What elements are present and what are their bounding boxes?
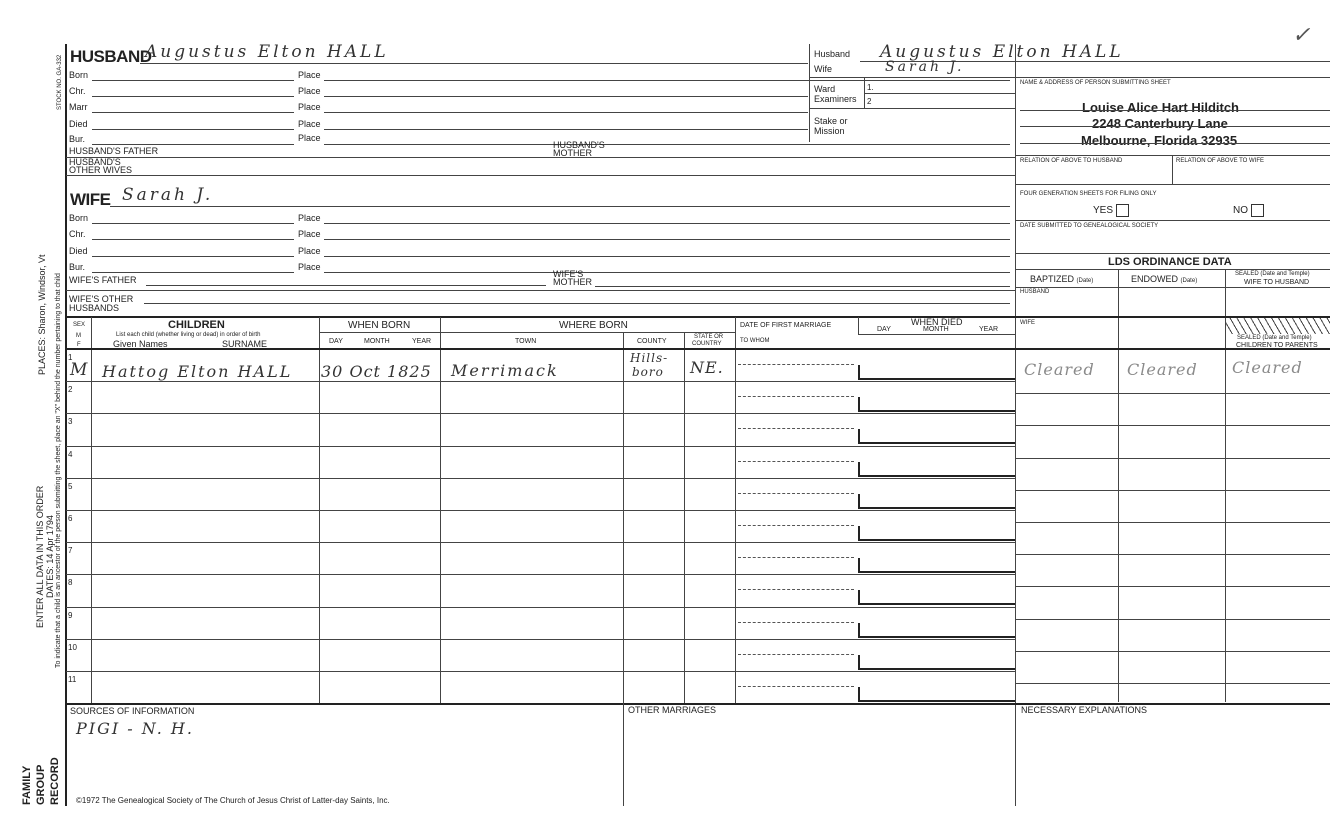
header-wife-name[interactable]: Sarah J. (885, 59, 965, 75)
sealed-children-label-2: CHILDREN TO PARENTS (1236, 342, 1318, 349)
child1-sex[interactable]: M (70, 360, 89, 380)
wife-name[interactable]: Sarah J. (122, 185, 214, 205)
marriage-date-line[interactable] (738, 557, 854, 558)
child1-county-2[interactable]: boro (632, 365, 664, 379)
marriage-date-line[interactable] (738, 622, 854, 623)
wifes-other-husbands-label-1: WIFE'S OTHER (69, 294, 134, 304)
town-header: TOWN (515, 338, 537, 345)
lds-row-divider (1016, 522, 1330, 523)
child-row-divider (66, 446, 1016, 447)
died-field[interactable] (858, 397, 1015, 412)
marriage-date-line[interactable] (738, 461, 854, 462)
husband-name[interactable]: Augustus Elton HALL (145, 42, 389, 62)
died-field[interactable] (858, 590, 1015, 605)
enter-all-data: ENTER ALL DATA IN THIS ORDER (35, 485, 45, 628)
hatched-cell (1226, 318, 1330, 334)
lds-row-divider (1016, 683, 1330, 684)
wife-died-label: Died (69, 246, 88, 256)
form-title-family: FAMILY (21, 765, 33, 805)
submitter-city[interactable]: Melbourne, Florida 32935 (1081, 133, 1238, 148)
born-day-header: DAY (329, 338, 343, 345)
died-field[interactable] (858, 558, 1015, 573)
wifes-father-label: WIFE'S FATHER (69, 275, 137, 285)
child-row-number: 10 (68, 642, 77, 652)
four-gen-yes[interactable] (1093, 204, 1129, 217)
examiner-1: 1. (867, 83, 874, 92)
child-row-number: 2 (68, 385, 73, 395)
submitter-name[interactable]: Louise Alice Hart Hilditch (1082, 100, 1239, 115)
wife-chr-label: Chr. (69, 229, 86, 239)
no-checkbox[interactable] (1251, 204, 1264, 217)
child-row-number: 8 (68, 578, 73, 588)
child-row-divider (66, 639, 1016, 640)
husband-marr-place-label: Place (298, 102, 321, 112)
sources-label: SOURCES OF INFORMATION (70, 706, 195, 716)
sealed-children-label-1: SEALED (Date and Temple) (1237, 335, 1312, 341)
child1-county-1[interactable]: Hills- (630, 351, 669, 365)
endowed-header (1131, 275, 1197, 284)
child-row-divider (66, 607, 1016, 608)
child-row-divider (66, 478, 1016, 479)
child1-town[interactable]: Merrimack (451, 361, 559, 380)
husband-chr-label: Chr. (69, 86, 86, 96)
lds-row-divider (1016, 651, 1330, 652)
lds-row-divider (1016, 393, 1330, 394)
child-row-divider (66, 671, 1016, 672)
husband-died-label: Died (69, 119, 88, 129)
lds-row-divider (1016, 490, 1330, 491)
wifes-mother-label-2: MOTHER (553, 277, 592, 287)
examiners-label: Examiners (814, 94, 857, 104)
ancestor-instructions: To indicate that a child is an ancestor of the person submitting the sheet, place an "X" behind the number pertaining to that child (55, 273, 62, 668)
when-born-header: WHEN BORN (348, 320, 411, 331)
marriage-date-line[interactable] (738, 493, 854, 494)
died-year-header: YEAR (979, 326, 999, 333)
submitter-label: NAME & ADDRESS OF PERSON SUBMITTING SHEET (1020, 80, 1171, 86)
sex-header: SEX (73, 322, 86, 328)
child1-name[interactable]: Hattog Elton HALL (102, 362, 293, 381)
marriage-date-line[interactable] (738, 686, 854, 687)
examiner-2: 2 (867, 97, 872, 106)
sex-f-header: F (77, 342, 81, 348)
husbands-father-label: HUSBAND'S FATHER (69, 146, 159, 156)
lds-row-divider (1016, 458, 1330, 459)
header-husband-label: Husband (814, 49, 851, 59)
baptized-date-label: (Date) (1076, 278, 1094, 284)
husband-died-place-label: Place (298, 119, 321, 129)
wife-bur-label: Bur. (69, 262, 86, 272)
first-marriage-header: DATE OF FIRST MARRIAGE (740, 322, 832, 329)
date-submitted-label: DATE SUBMITTED TO GENEALOGICAL SOCIETY (1020, 223, 1159, 229)
lds-title: LDS ORDINANCE DATA (1108, 256, 1232, 268)
marriage-date-line[interactable] (738, 654, 854, 655)
child-row-divider (66, 574, 1016, 575)
died-field[interactable] (858, 429, 1015, 444)
child-row-divider (66, 413, 1016, 414)
husband-label: HUSBAND (70, 47, 152, 66)
died-day-header: DAY (877, 326, 891, 333)
child-row-divider (66, 381, 1016, 382)
necessary-explanations-label: NECESSARY EXPLANATIONS (1021, 705, 1148, 715)
husband-chr-place-label: Place (298, 86, 321, 96)
marriage-date-line[interactable] (738, 364, 854, 365)
endowed-label: ENDOWED (1131, 274, 1178, 284)
husband-bur-place-label: Place (298, 133, 321, 143)
county-header: COUNTY (637, 338, 667, 345)
husband-bur-label: Bur. (69, 134, 86, 144)
husbands-other-wives-label-2: OTHER WIVES (69, 165, 133, 175)
child-row-number: 6 (68, 514, 73, 523)
left-border (65, 44, 67, 806)
sex-m-header: M (76, 333, 81, 339)
child-row-divider (66, 542, 1016, 543)
form-title-group: GROUP (35, 764, 47, 805)
wife-label: WIFE (70, 190, 111, 209)
copyright: ©1972 The Genealogical Society of The Church of Jesus Christ of Latter-day Saints, Inc. (76, 796, 390, 805)
four-generation-label: FOUR GENERATION SHEETS FOR FILING ONLY (1020, 191, 1157, 197)
ward-label: Ward (814, 84, 836, 94)
check-mark: ✓ (1292, 22, 1311, 47)
children-header: CHILDREN (168, 319, 225, 331)
wife-bur-place-label: Place (298, 262, 321, 272)
sources-value[interactable]: PIGI - N. H. (76, 719, 194, 738)
child1-state[interactable]: NE. (690, 358, 724, 377)
sealed-wife-label-1: SEALED (Date and Temple) (1235, 271, 1310, 277)
died-month-header: MONTH (923, 326, 949, 333)
husband-born-place-label: Place (298, 70, 321, 80)
places-text: PLACES: Sharon, Windsor, Vt (37, 254, 47, 375)
marriage-date-line[interactable] (738, 396, 854, 397)
child-row-number: 3 (68, 417, 73, 427)
child1-born[interactable]: 30 Oct 1825 (321, 362, 432, 381)
marriage-date-line[interactable] (738, 428, 854, 429)
child-row-number: 7 (68, 546, 73, 556)
wife-chr-place-label: Place (298, 229, 321, 239)
lds-row-divider (1016, 554, 1330, 555)
wifes-other-husbands-label-2: HUSBANDS (69, 303, 120, 313)
lds-husband-label: HUSBAND (1020, 289, 1050, 295)
died-field[interactable] (858, 494, 1015, 509)
lds-row-divider (1016, 619, 1330, 620)
submitter-street[interactable]: 2248 Canterbury Lane (1092, 116, 1228, 131)
husbands-mother-label-1: HUSBAND'S (553, 140, 605, 150)
husband-marr-label: Marr (69, 102, 88, 112)
dates-text: DATES: 14 Apr 1794 (45, 515, 55, 598)
child-row-number: 9 (68, 610, 73, 620)
child-row-number: 5 (68, 481, 73, 491)
given-names-header: Given Names (113, 339, 168, 349)
wife-born-place-label: Place (298, 213, 321, 223)
died-field[interactable] (858, 655, 1015, 670)
child-row-number: 1 (68, 353, 73, 362)
wifes-mother-label-1: WIFE'S (553, 269, 584, 279)
mission-label: Mission (814, 126, 845, 136)
surname-header: SURNAME (222, 339, 268, 349)
list-note: List each child (whether living or dead) in order of birth (116, 332, 261, 338)
where-born-header: WHERE BORN (559, 320, 628, 331)
baptized-child1[interactable]: Cleared (1024, 360, 1095, 379)
husbands-mother-label-2: MOTHER (553, 148, 592, 158)
to-whom-header: TO WHOM (740, 338, 770, 344)
sealed-wife-label-2: WIFE TO HUSBAND (1244, 279, 1310, 286)
born-year-header: YEAR (412, 338, 432, 345)
child-row-divider (66, 510, 1016, 511)
endowed-child1[interactable]: Cleared (1127, 360, 1198, 379)
born-month-header: MONTH (364, 338, 390, 345)
endowed-date-label: (Date) (1180, 278, 1198, 284)
four-gen-no[interactable] (1233, 204, 1264, 217)
husbands-other-wives-label-1: HUSBAND'S (69, 157, 121, 167)
wife-died-place-label: Place (298, 246, 321, 256)
sealed-child1[interactable]: Cleared (1232, 358, 1303, 377)
child-row-number: 4 (68, 449, 73, 459)
stock-number: STOCK NO. GA-332 (57, 54, 63, 110)
died-field[interactable] (858, 462, 1015, 477)
lds-wife-label: WIFE (1020, 320, 1035, 326)
baptized-header (1030, 275, 1093, 284)
header-husband-name[interactable]: Augustus Elton HALL (880, 42, 1124, 62)
state-header-2: COUNTRY (692, 341, 722, 347)
other-marriages-label: OTHER MARRIAGES (628, 705, 717, 715)
when-died-header: WHEN DIED (911, 317, 963, 327)
baptized-label: BAPTIZED (1030, 274, 1075, 284)
state-header-1: STATE OR (694, 334, 724, 340)
died-field[interactable] (858, 526, 1015, 541)
died-field[interactable] (858, 687, 1015, 702)
yes-checkbox[interactable] (1116, 204, 1129, 217)
yes-label: YES (1093, 205, 1114, 217)
form-title-record: RECORD (49, 757, 61, 805)
marriage-date-line[interactable] (738, 589, 854, 590)
died-field[interactable] (858, 365, 1015, 380)
child-row-number: 11 (68, 675, 77, 684)
relation-wife-label: RELATION OF ABOVE TO WIFE (1176, 158, 1265, 164)
no-label: NO (1233, 205, 1248, 217)
marriage-date-line[interactable] (738, 525, 854, 526)
lds-row-divider (1016, 586, 1330, 587)
lds-row-divider (1016, 425, 1330, 426)
stake-label: Stake or (814, 116, 848, 126)
relation-husband-label: RELATION OF ABOVE TO HUSBAND (1020, 158, 1123, 164)
died-field[interactable] (858, 623, 1015, 638)
header-wife-label: Wife (814, 64, 832, 74)
wife-born-label: Born (69, 213, 89, 223)
husband-born-label: Born (69, 70, 89, 80)
